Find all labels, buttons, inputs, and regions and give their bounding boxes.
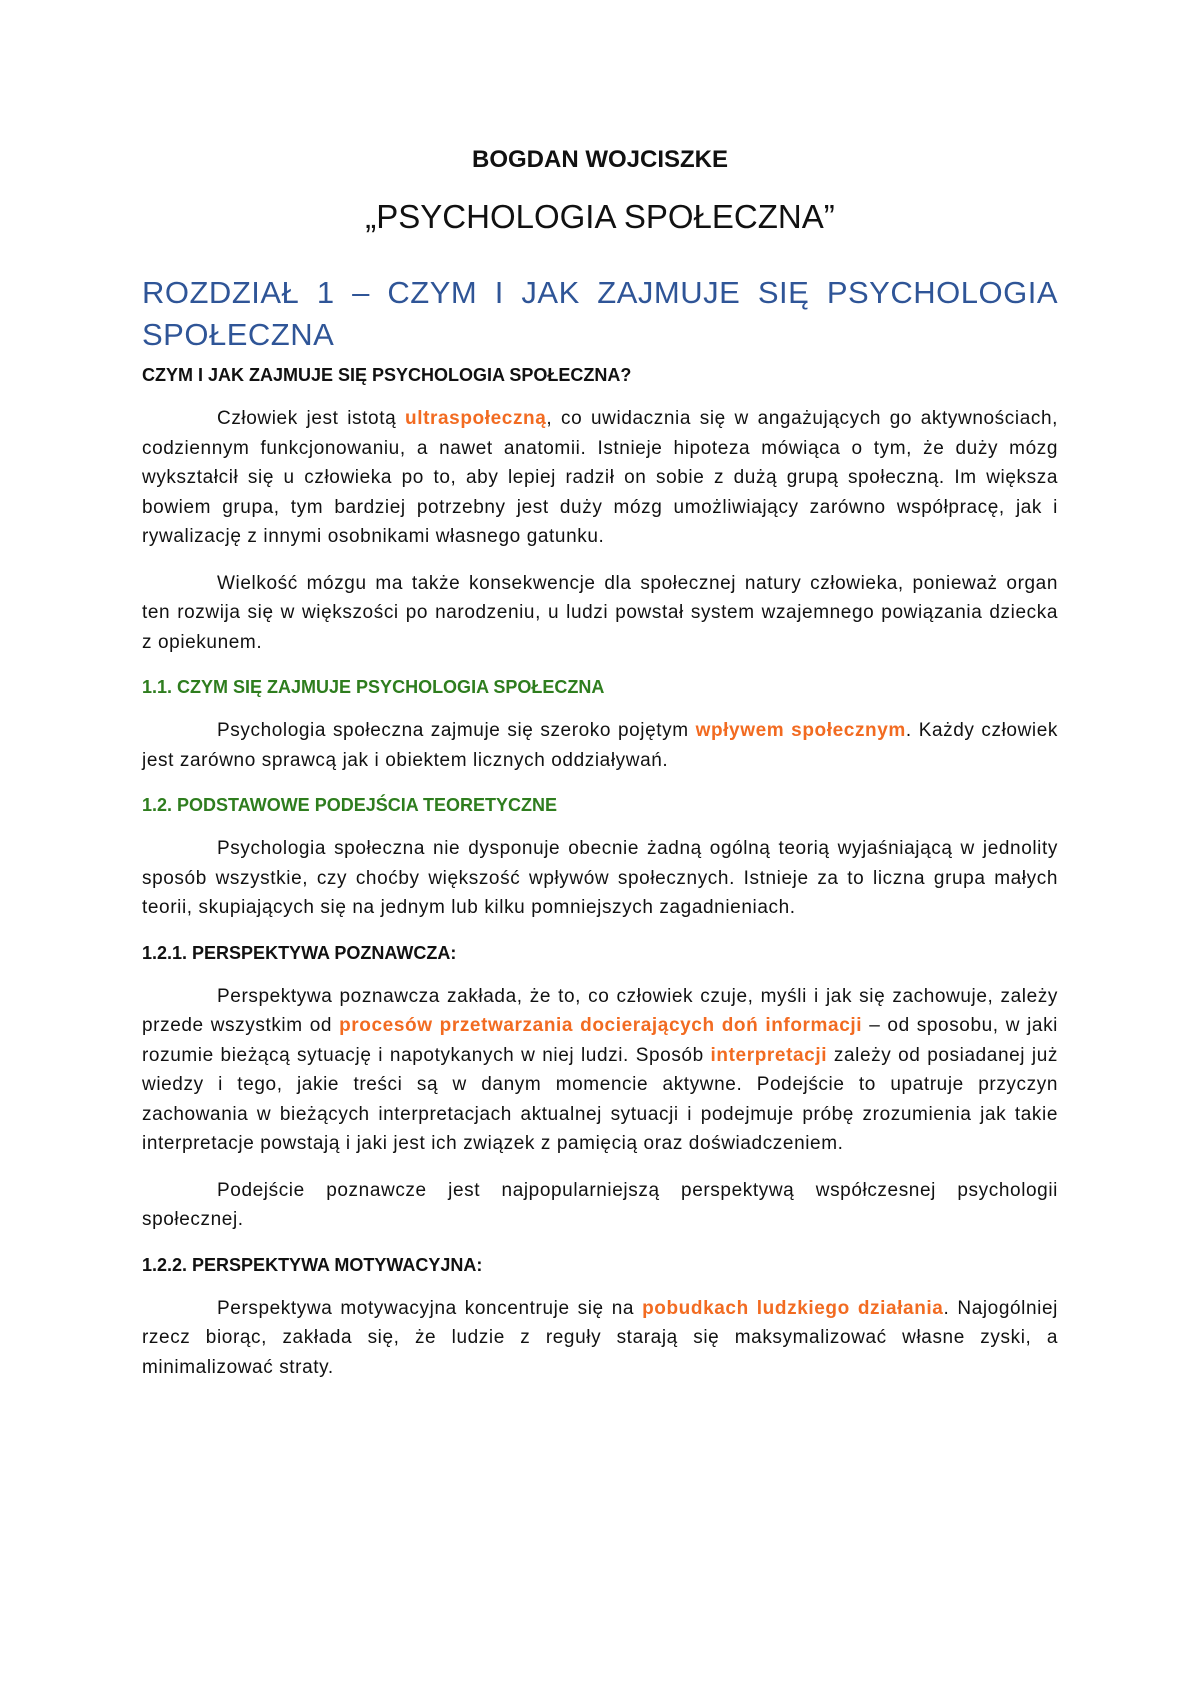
text-run: Człowiek jest istotą [217,408,405,429]
author-name: BOGDAN WOJCISZKE [471,146,728,173]
highlight-term: procesów przetwarzania docierających doń informacji [339,1015,863,1036]
book-title: „PSYCHOLOGIA SPOŁECZNA” [365,198,835,235]
text-run: Perspektywa poznawcza zakłada, że to, co człowiek czuje, myśli i jak się zachowuje, zależy przede wszystkim od [142,985,1058,1036]
paragraph [142,982,1058,1159]
paragraph: Wielkość mózgu ma także konsekwencje dla społecznej natury człowieka, ponieważ organ ten rozwija się w większości po narodzeniu, u ludzi powstał system wzajemnego powiązania dziecka z opiekunem. [142,572,1058,653]
document-body [142,362,1058,1399]
section-heading: CZYM I JAK ZAJMUJE SIĘ PSYCHOLOGIA SPOŁECZNA? [142,365,632,385]
paragraph: Psychologia społeczna nie dysponuje obecnie żadną ogólną teorią wyjaśniającą w jednolity sposób wszystkie, czy choćby większość wpływów społecznych. Istnieje za to liczna grupa małych teorii, skupiających się na jednym lub kilku pomniejszych zagadnieniach. [142,838,1058,918]
chapter-heading: ROZDZIAŁ 1 – CZYM I JAK ZAJMUJE SIĘ PSYCHOLOGIA SPOŁECZNA [142,275,1058,352]
highlight-term: wpływem społecznym [695,720,906,741]
highlight-term: interpretacji [710,1044,828,1066]
text-run: Psychologia społeczna zajmuje się szeroko pojętym [217,720,696,741]
paragraph [142,1294,1058,1383]
subsection-heading: 1.2.2. PERSPEKTYWA MOTYWACYJNA: [142,1254,483,1275]
text-run: – od sposobu, w jaki rozumie bieżącą sytuację i napotykanych w niej ludzi. Sposób [142,1015,1058,1066]
subsection-heading: 1.2. PODSTAWOWE PODEJŚCIA TEORETYCZNE [142,795,558,815]
subsection-heading: 1.2.1. PERSPEKTYWA POZNAWCZA: [142,942,457,963]
text-run: . Najogólniej rzecz biorąc, zakłada się, że ludzie z reguły starają się maksymalizować własne zyski, a minimalizować straty. [142,1297,1058,1378]
paragraph: Podejście poznawcze jest najpopularniejszą perspektywą współczesnej psychologii społecznej. [142,1179,1058,1230]
text-run: zależy od posiadanej już wiedzy i tego, jakie treści są w danym momencie aktywne. Podejście to upatruje przyczyn zachowania w bieżących interpretacjach aktualnej sytuacji i podejmuje próbę zrozumienia jak takie interpretacje powstają i jaki jest ich związek z pamięcią oraz doświadczeniem. [142,1044,1058,1154]
highlight-term: pobudkach ludzkiego działania [642,1297,944,1319]
text-run: Perspektywa motywacyjna koncentruje się na [217,1297,643,1319]
paragraph [142,404,1058,552]
highlight-term: ultraspołeczną [404,408,547,429]
paragraph [142,716,1058,775]
text-run: . Każdy człowiek jest zarówno sprawcą jak i obiektem licznych oddziaływań. [142,720,1058,771]
subsection-heading: 1.1. CZYM SIĘ ZAJMUJE PSYCHOLOGIA SPOŁECZNA [142,677,605,697]
text-run: , co uwidacznia się w angażujących go aktywnościach, codziennym funkcjonowaniu, a nawet anatomii. Istnieje hipoteza mówiąca o tym, że duży mózg wykształcił się u człowieka po to, aby lepiej radził on sobie z dużą grupą społeczną. Im większa bowiem grupa, tym bardziej potrzebny jest duży mózg umożliwiający zarówno współpracę, jak i rywalizację z innymi osobnikami własnego gatunku. [142,408,1059,547]
